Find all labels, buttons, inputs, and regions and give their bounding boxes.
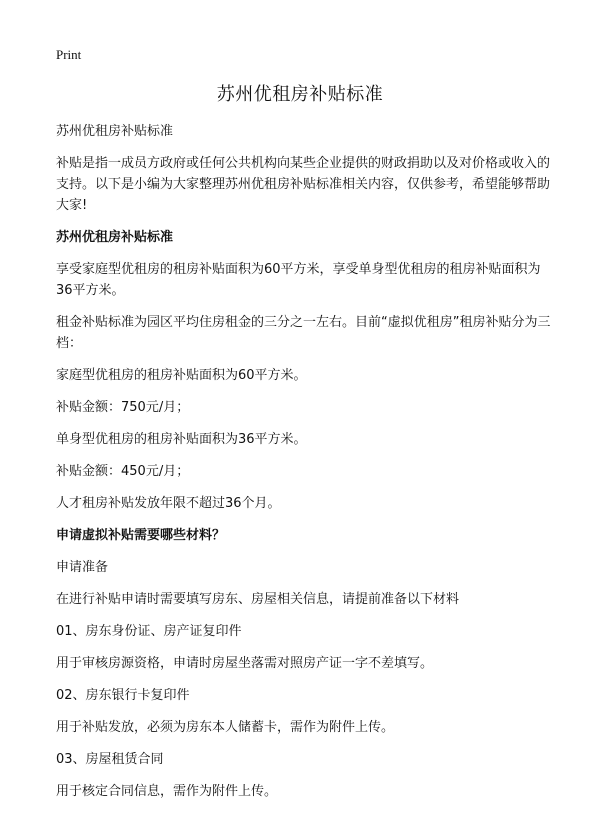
paragraph-rent-standard: 租金补贴标准为园区平均住房租金的三分之一左右。目前“虚拟优租房”租房补贴分为三档： (56, 315, 551, 351)
list-item-01-desc: 用于审核房源资格，申请时房屋坐落需对照房产证一字不差填写。 (56, 656, 434, 671)
list-item-03-desc: 用于核定合同信息，需作为附件上传。 (56, 784, 278, 799)
paragraph-subtitle: 苏州优租房补贴标准 (56, 124, 174, 139)
list-item-02: 02、房东银行卡复印件 (56, 688, 190, 703)
list-item-02-desc: 用于补贴发放，必须为房东本人储蓄卡，需作为附件上传。 (56, 720, 395, 735)
paragraph-preparation-note: 在进行补贴申请时需要填写房东、房屋相关信息，请提前准备以下材料 (56, 592, 460, 607)
document-title: 苏州优租房补贴标准 (216, 84, 384, 105)
paragraph-family-amount: 补贴金额：750元/月； (56, 400, 190, 415)
paragraph-family-area: 家庭型优租房的租房补贴面积为60平方米。 (56, 368, 307, 383)
print-link[interactable]: Print (56, 47, 82, 62)
paragraph-preparation: 申请准备 (56, 560, 109, 575)
paragraph-area: 享受家庭型优租房的租房补贴面积为60平方米，享受单身型优租房的租房补贴面积为36平方米。 (56, 262, 541, 298)
paragraph-duration: 人才租房补贴发放年限不超过36个月。 (56, 496, 281, 511)
document-body (56, 121, 556, 813)
paragraph-single-amount: 补贴金额：450元/月； (56, 464, 190, 479)
paragraph-single-area: 单身型优租房的租房补贴面积为36平方米。 (56, 432, 307, 447)
list-item-03: 03、房屋租赁合同 (56, 752, 164, 767)
section-heading-materials: 申请虚拟补贴需要哪些材料？ (56, 528, 226, 543)
list-item-01: 01、房东身份证、房产证复印件 (56, 624, 242, 639)
section-heading-standard: 苏州优租房补贴标准 (56, 230, 174, 245)
paragraph-intro: 补贴是指一成员方政府或任何公共机构向某些企业提供的财政捐助以及对价格或收入的支持。以下是小编为大家整理苏州优租房补贴标准相关内容，仅供参考，希望能够帮助大家! (56, 156, 551, 213)
